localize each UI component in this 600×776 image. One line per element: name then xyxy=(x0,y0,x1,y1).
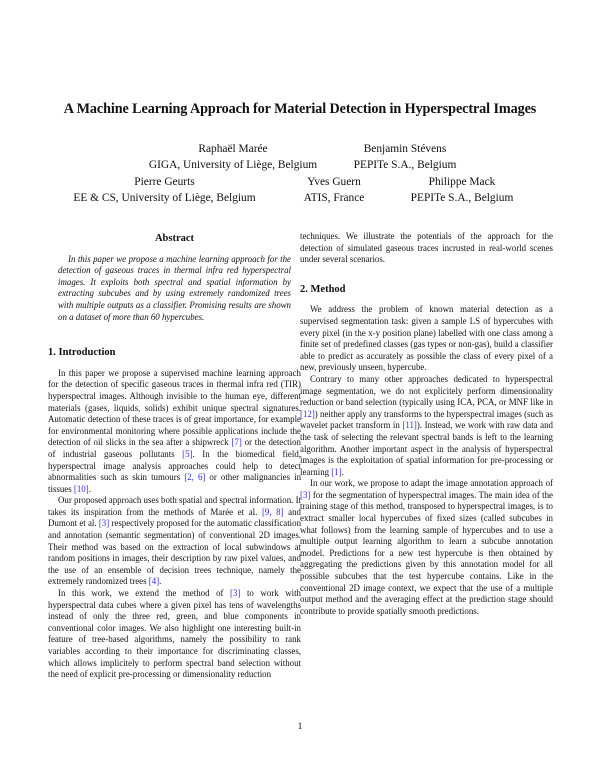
page-number: 1 xyxy=(297,722,303,732)
citation-link[interactable]: [4] xyxy=(148,576,160,587)
left-column xyxy=(48,233,301,681)
author-block-guern xyxy=(294,174,374,206)
citation-link[interactable]: [1] xyxy=(331,466,342,477)
intro-paragraph-2: Our proposed approach uses both spatial and spectral information. It takes its inspiration from the methods of Marée et al. [9, 8] and Dumont et al. [3] respectively proposed for the automatic classification and annotation (semantic segmentation) of conventional 2D images. Their method was based on the extraction of local subwindows at random positions in images, their description by raw pixel values, and the use of an ensemble of decision trees technique, namely the extremely randomized trees [4]. xyxy=(48,495,302,587)
author-block-stevens xyxy=(335,141,475,173)
right-column xyxy=(300,231,553,617)
citation-link[interactable]: [7] xyxy=(231,437,242,448)
author-affiliation: PEPITe S.A., Belgium xyxy=(353,159,457,171)
citation-link[interactable]: [9, 8] xyxy=(261,506,284,517)
intro-continuation-spacer: techniques. We illustrate the potentials of the approach for the detection of simulated gaseous traces incrusted in real-world scenes under several scenarios. xyxy=(300,231,553,265)
method-paragraph-1: We address the problem of known material detection as a supervised segmentation task: given a sample LS of hypercubes with every pixel (in the x-y position plane) labelled with one class among a finite set of predefined classes (gas types or non-gas), build a classifier able to predict as accurately as possible the class of every pixel of a new, previously unseen, hypercube. xyxy=(300,304,553,373)
author-name: Benjamin Stévens xyxy=(363,143,447,155)
citation-link[interactable]: [10] xyxy=(73,483,89,494)
citation-link[interactable]: [12] xyxy=(300,408,315,419)
paper-title: A Machine Learning Approach for Material Detection in Hyperspectral Images xyxy=(63,101,537,117)
author-affiliation: PEPITe S.A., Belgium xyxy=(410,192,514,204)
intro-paragraph-3: In this work, we extend the method of [3] to work with hyperspectral data cubes where a given pixel has tens of wavelengths instead of only the three red, green, and blue components in conventional color images. We also highlight one interesting built-in feature of tree-based algorithms, namely the possibility to rank variables according to their importance for discriminating classes, which allows implicitely to perform spectral band selection without the need of explicit pre-processing or dimensionality reduction xyxy=(48,588,301,680)
author-name: Philippe Mack xyxy=(428,176,496,188)
abstract-text: In this paper we propose a machine learning approach for the detection of gaseous traces in thermal infra red hyperspectral images. It exploits both spectral and spatial information by extracting subcubes and by using extremely randomized trees with multiple outputs as a classifier. Promising results are shown on a dataset of more than 60 hypercubes. xyxy=(58,253,291,322)
abstract-heading: Abstract xyxy=(154,233,195,244)
author-name: Raphaël Marée xyxy=(198,143,268,155)
citation-link[interactable]: [11] xyxy=(402,420,417,431)
author-name: Pierre Geurts xyxy=(134,176,195,188)
intro-paragraph-1: In this paper we propose a supervised machine learning approach for the detection of specific gaseous traces in thermal infra red (TIR) hyperspectral images. Although invisible to the human eye, different materials (gases, liquids, solids) exhibit unique spectral signatures. Automatic detection of these traces is of great importance, for example for environmental monitoring where possible applications include the detection of oil slicks in the sea after a shipwreck [7] or the detection of industrial gaseous pollutants [5]. In the biomedical field, hyperspectral image analysis approaches could help to detect abnormalities such as skin tumours [2, 6] or other malignancies in tissues [10]. xyxy=(48,367,302,494)
method-paragraph-3: In our work, we propose to adapt the image annotation approach of [3] for the segmentation of hyperspectral images. The main idea of the training stage of this method, transposed to hyperspectral images, is to extract smaller local hypercubes of fixed sizes (called subcubes in what follows) from the learning sample of hypercubes and to use a multiple output learning algorithm to learn a subcube annotation model. Predictions for a new test hypercube is then obtained by aggregating the predictions given by this annotation model for all possible subcubes that the test hypercube contains. Like in the conventional 2D image context, we expect that the use of a multiple output method and the averaging effect at the prediction stage should contribute to provide spatially smooth predictions. xyxy=(300,478,553,616)
author-block-geurts xyxy=(52,174,277,206)
section-heading-method: 2. Method xyxy=(300,283,346,295)
author-block-mack xyxy=(387,174,537,206)
citation-link[interactable]: [5] xyxy=(182,448,193,459)
author-block-maree xyxy=(133,141,333,173)
citation-link[interactable]: [2, 6] xyxy=(184,472,206,483)
author-affiliation: ATIS, France xyxy=(303,192,365,204)
author-affiliation: EE & CS, University of Liège, Belgium xyxy=(73,192,256,204)
author-name: Yves Guern xyxy=(307,176,361,188)
citation-link[interactable]: [3] xyxy=(230,588,241,599)
section-heading-introduction: 1. Introduction xyxy=(48,347,116,359)
citation-link[interactable]: [3] xyxy=(300,489,311,500)
author-affiliation: GIGA, University of Liège, Belgium xyxy=(148,159,318,171)
method-paragraph-2: Contrary to many other approaches dedicated to hyperspectral image segmentation, we do not explicitely perform dimensionality reduction or band selection (typically using ICA, PCA, or MNF like in [12]) neither apply any transforms to the hyperspectral images (such as wavelet packet transform in [11]). Instead, we work with raw data and the task of selecting the relevant spectral bands is left to the learning algorithm. Another important aspect in the analysis of hyperspectral images is the exploitation of spatial information for pre-processing or learning [1]. xyxy=(300,373,553,477)
citation-link[interactable]: [3] xyxy=(98,518,110,529)
